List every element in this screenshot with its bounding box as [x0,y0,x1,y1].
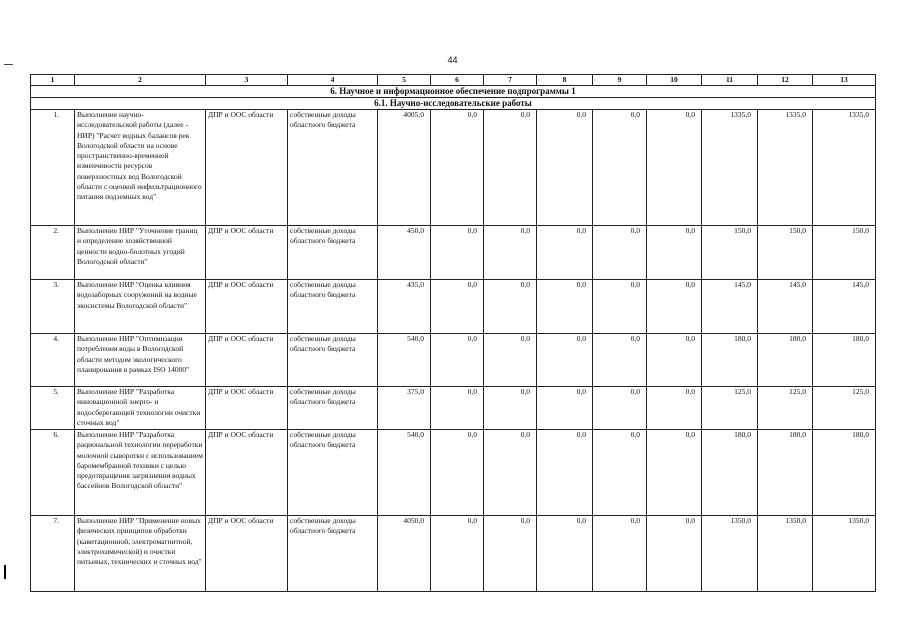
activity-name: Выполнение научно-исследовательской работы (далее - НИР) "Расчет водных балансов рек Вологодской области на основе пространственно-временной изменчивости ресурсов поверхностных вод Вологодской области с оценкой инфильтрационного питания подземных вод" [75,110,206,226]
column-header: 1 [31,75,75,86]
column-header: 6 [431,75,484,86]
amount-cell: 450,0 [378,226,431,280]
amount-cell: 1335,0 [813,110,876,226]
amount-cell: 0,0 [484,226,537,280]
amount-cell: 180,0 [813,430,876,516]
amount-cell: 0,0 [484,334,537,387]
row-number: 6. [31,430,75,516]
amount-cell: 1335,0 [758,110,813,226]
amount-cell: 1350,0 [813,516,876,592]
amount-cell: 0,0 [647,387,702,430]
amount-cell: 1335,0 [702,110,758,226]
amount-cell: 180,0 [702,430,758,516]
activity-name: Выполнение НИР "Разработка рациональной технологии переработки молочной сыворотки с использованием баромембранной техники с целью предотвращения загрязнения водных бассейнов Вологодской области" [75,430,206,516]
activity-name: Выполнение НИР "Уточнение границ и определение хозяйственной ценности водно-болотных угодий Вологодской области" [75,226,206,280]
amount-cell: 0,0 [431,110,484,226]
executor: ДПР и ООС области [206,387,288,430]
executor: ДПР и ООС области [206,280,288,334]
amount-cell: 4050,0 [378,516,431,592]
section-row [31,86,876,98]
amount-cell: 0,0 [484,280,537,334]
amount-cell: 0,0 [484,110,537,226]
table-row [31,280,876,334]
subsection-row [31,98,876,110]
table-row [31,430,876,516]
amount-cell: 145,0 [758,280,813,334]
table-row [31,226,876,280]
column-header: 4 [288,75,378,86]
funding-source: собственные доходы областного бюджета [288,110,378,226]
activity-name: Выполнение НИР "Оптимизация потребления воды в Вологодской области методом экологического планирования в рамках ISO 14000" [75,334,206,387]
section-title: 6. Научное и информационное обеспечение подпрограммы 1 [31,86,876,98]
amount-cell: 0,0 [484,387,537,430]
column-header: 7 [484,75,537,86]
table-row [31,387,876,430]
amount-cell: 145,0 [702,280,758,334]
amount-cell: 0,0 [647,226,702,280]
amount-cell: 435,0 [378,280,431,334]
row-number: 4. [31,334,75,387]
funding-source: собственные доходы областного бюджета [288,226,378,280]
amount-cell: 180,0 [758,430,813,516]
scan-mark-left-bottom [4,565,6,579]
column-header: 5 [378,75,431,86]
amount-cell: 0,0 [431,226,484,280]
amount-cell: 150,0 [702,226,758,280]
subsection-title: 6.1. Научно-исследовательские работы [31,98,876,110]
amount-cell: 150,0 [758,226,813,280]
amount-cell: 1350,0 [702,516,758,592]
amount-cell: 0,0 [537,110,593,226]
amount-cell: 0,0 [431,387,484,430]
amount-cell: 0,0 [537,516,593,592]
column-header: 2 [75,75,206,86]
amount-cell: 0,0 [593,110,647,226]
row-number: 1. [31,110,75,226]
executor: ДПР и ООС области [206,110,288,226]
column-header: 3 [206,75,288,86]
amount-cell: 180,0 [813,334,876,387]
table-row [31,110,876,226]
column-header: 13 [813,75,876,86]
amount-cell: 375,0 [378,387,431,430]
amount-cell: 0,0 [431,334,484,387]
executor: ДПР и ООС области [206,334,288,387]
column-header: 10 [647,75,702,86]
funding-source: собственные доходы областного бюджета [288,280,378,334]
amount-cell: 0,0 [593,280,647,334]
page-number: 44 [447,55,458,65]
column-number-row [31,75,876,86]
executor: ДПР и ООС области [206,516,288,592]
amount-cell: 0,0 [537,280,593,334]
column-header: 11 [702,75,758,86]
column-header: 8 [537,75,593,86]
amount-cell: 0,0 [647,430,702,516]
funding-source: собственные доходы областного бюджета [288,387,378,430]
column-header: 9 [593,75,647,86]
amount-cell: 145,0 [813,280,876,334]
amount-cell: 180,0 [758,334,813,387]
column-header: 12 [758,75,813,86]
funding-source: собственные доходы областного бюджета [288,430,378,516]
amount-cell: 150,0 [813,226,876,280]
amount-cell: 125,0 [758,387,813,430]
amount-cell: 1350,0 [758,516,813,592]
amount-cell: 0,0 [647,110,702,226]
amount-cell: 0,0 [647,334,702,387]
row-number: 2. [31,226,75,280]
row-number: 7. [31,516,75,592]
amount-cell: 0,0 [593,226,647,280]
amount-cell: 0,0 [593,334,647,387]
amount-cell: 0,0 [593,387,647,430]
amount-cell: 0,0 [593,430,647,516]
amount-cell: 0,0 [537,334,593,387]
activity-name: Выполнение НИР "Оценка влияния водозаборных сооружений на водные экосистемы Вологодской области" [75,280,206,334]
amount-cell: 540,0 [378,334,431,387]
amount-cell: 0,0 [647,280,702,334]
activity-name: Выполнение НИР "Разработка инновационной энерго- и водосберегающей технологии очистки сточных вод" [75,387,206,430]
amount-cell: 4005,0 [378,110,431,226]
amount-cell: 0,0 [537,387,593,430]
funding-source: собственные доходы областного бюджета [288,516,378,592]
amount-cell: 0,0 [647,516,702,592]
amount-cell: 0,0 [484,516,537,592]
table-row [31,334,876,387]
amount-cell: 0,0 [593,516,647,592]
table-row [31,516,876,592]
executor: ДПР и ООС области [206,430,288,516]
executor: ДПР и ООС области [206,226,288,280]
amount-cell: 540,0 [378,430,431,516]
funding-source: собственные доходы областного бюджета [288,334,378,387]
funding-table [30,74,876,592]
amount-cell: 180,0 [702,334,758,387]
amount-cell: 0,0 [431,430,484,516]
amount-cell: 0,0 [431,280,484,334]
amount-cell: 125,0 [702,387,758,430]
row-number: 3. [31,280,75,334]
amount-cell: 0,0 [431,516,484,592]
activity-name: Выполнение НИР "Применение новых физических принципов обработки (кавитационной, электромагнитной, электрохимической) и очистки питьевых, технических и сточных вод" [75,516,206,592]
amount-cell: 125,0 [813,387,876,430]
amount-cell: 0,0 [484,430,537,516]
amount-cell: 0,0 [537,430,593,516]
amount-cell: 0,0 [537,226,593,280]
scan-mark-left-top [4,64,13,65]
row-number: 5. [31,387,75,430]
